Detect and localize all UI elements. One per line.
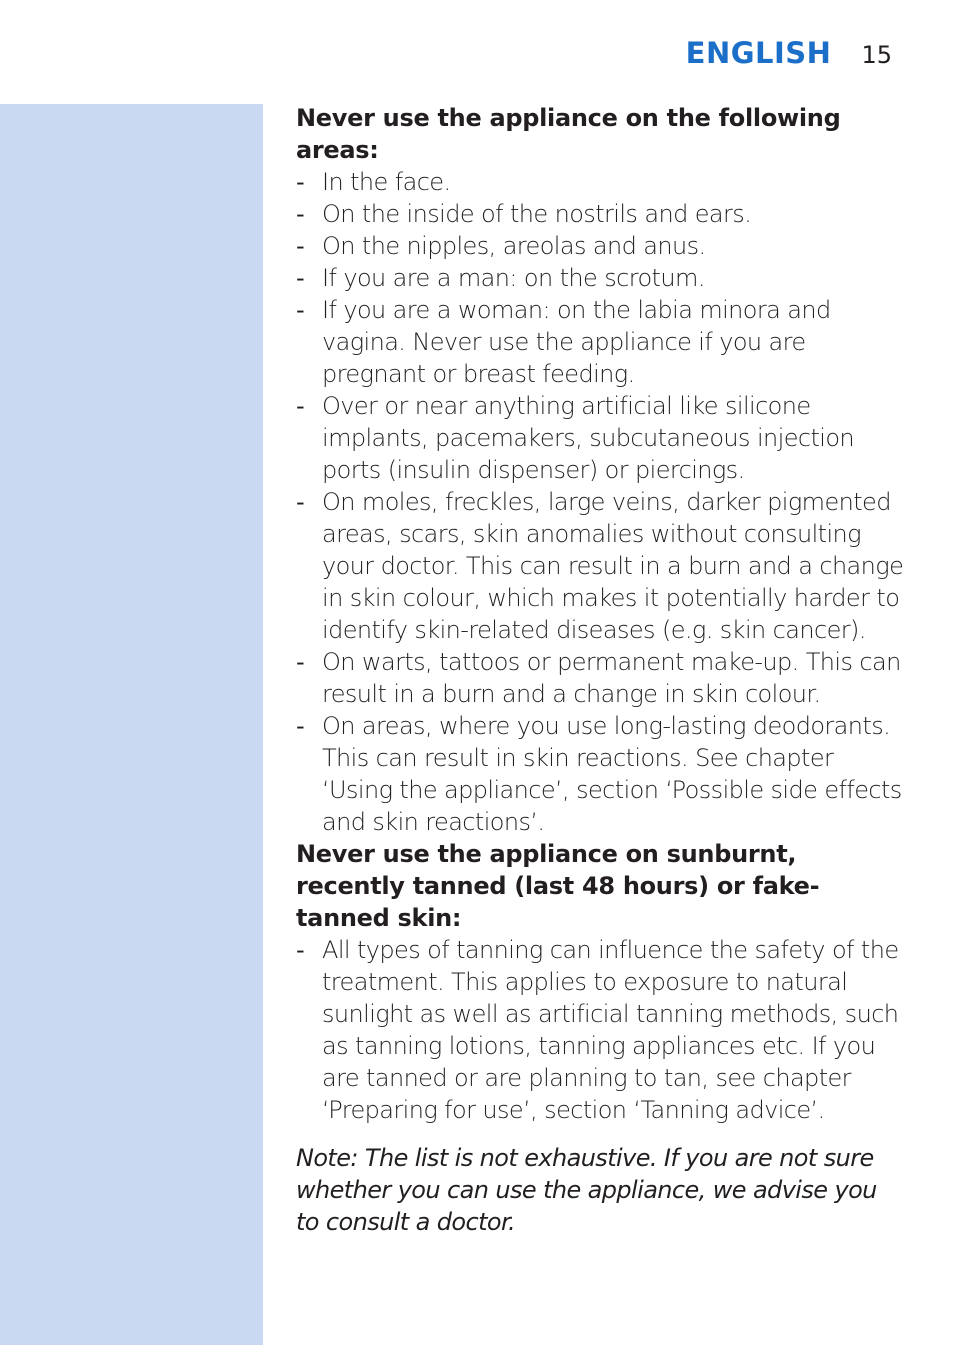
list-item: - On moles, freckles, large veins, darker pigmented areas, scars, skin anomalies without consulting your doctor. This can result in a burn and a change in skin colour, which makes it potentially harder to identify skin-related diseases (e.g. skin cancer). — [296, 488, 904, 644]
section-heading: Never use the appliance on the following areas: — [296, 104, 841, 164]
side-color-band — [0, 104, 263, 1345]
list-item: - If you are a woman: on the labia minora and vagina. Never use the appliance if you are pregnant or breast feeding. — [296, 296, 831, 388]
main-content — [296, 102, 904, 1262]
bullet-list — [296, 934, 904, 1126]
section-tanned-skin — [296, 838, 904, 1126]
list-item: - Over or near anything artificial like silicone implants, pacemakers, subcutaneous injection ports (insulin dispenser) or piercings. — [296, 392, 855, 484]
list-item: - In the face. — [296, 168, 451, 196]
page-header — [686, 36, 892, 70]
section-heading: Never use the appliance on sunburnt, recently tanned (last 48 hours) or fake-tanned skin: — [296, 840, 820, 932]
page-number: 15 — [861, 41, 892, 69]
bullet-list — [296, 166, 904, 838]
list-item: - On the inside of the nostrils and ears. — [296, 200, 752, 228]
language-label: ENGLISH — [685, 36, 832, 70]
list-item: - On the nipples, areolas and anus. — [296, 232, 706, 260]
list-item: - On warts, tattoos or permanent make-up. This can result in a burn and a change in skin colour. — [296, 648, 901, 708]
list-item: - On areas, where you use long-lasting deodorants. This can result in skin reactions. See chapter ‘Using the appliance’, section ‘Possible side effects and skin reactions’. — [296, 712, 902, 836]
note-text: Note: The list is not exhaustive. If you are not sure whether you can use the appliance, we advise you to consult a doctor. — [296, 1144, 877, 1236]
section-areas — [296, 102, 904, 838]
list-item: - All types of tanning can influence the safety of the treatment. This applies to exposure to natural sunlight as well as artificial tanning methods, such as tanning lotions, tanning appliances etc. If you are tanned or are planning to tan, see chapter ‘Preparing for use’, section ‘Tanning advice’. — [296, 936, 899, 1124]
list-item: - If you are a man: on the scrotum. — [296, 264, 705, 292]
